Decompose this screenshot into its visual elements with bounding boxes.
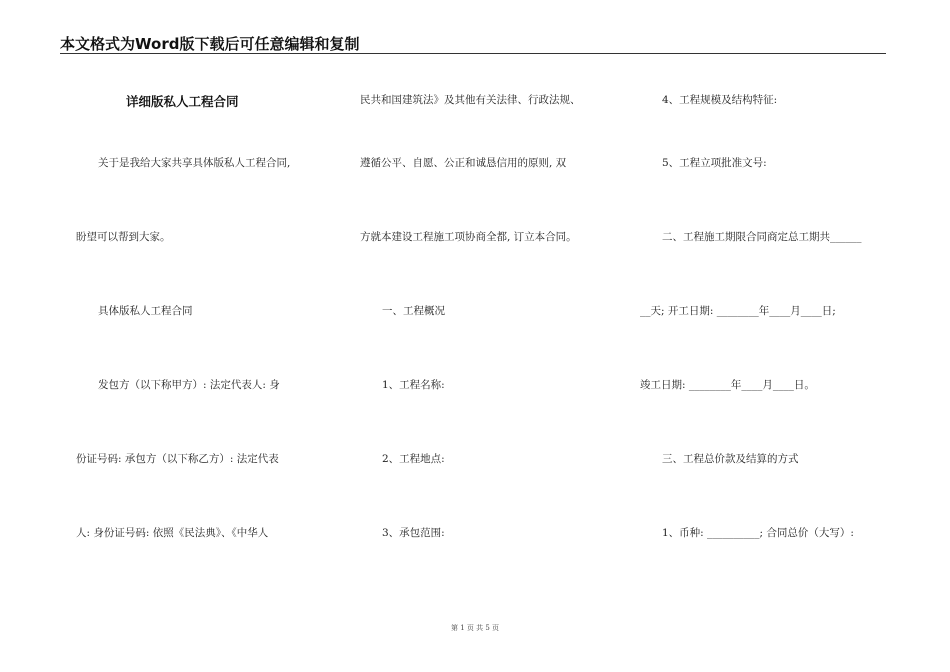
text-line: 2、工程地点:: [382, 453, 445, 465]
text-line: 发包方（以下称甲方）: 法定代表人: 身: [98, 379, 280, 391]
text-line: 方就本建设工程施工项协商全都, 订立本合同。: [360, 231, 577, 243]
text-line: 3、承包范围:: [382, 527, 445, 539]
contract-title: 详细版私人工程合同: [126, 94, 239, 109]
text-line: 5、工程立项批准文号:: [662, 157, 767, 169]
text-line: 民共和国建筑法》及其他有关法律、行政法规、: [360, 94, 581, 106]
text-column-2: [360, 0, 622, 672]
text-line: 1、工程名称:: [382, 379, 445, 391]
text-line: 4、工程规模及结构特征:: [662, 94, 778, 106]
text-column-3: [640, 0, 895, 672]
text-line: 竣工日期: ________年____月____日。: [640, 379, 815, 391]
text-column-1: [76, 0, 336, 672]
text-line: 1、币种: __________; 合同总价（大写）:: [662, 527, 854, 539]
page-number: 第 1 页 共 5 页: [450, 624, 500, 632]
section-heading: 二、工程施工期限合同商定总工期共______: [662, 231, 862, 243]
text-line: __天; 开工日期: ________年____月____日;: [640, 305, 836, 317]
text-line: 具体版私人工程合同: [98, 305, 193, 317]
text-line: 关于是我给大家共享具体版私人工程合同,: [98, 157, 291, 169]
section-heading: 一、工程概况: [382, 305, 445, 317]
document-header-title: 本文格式为Word版下载后可任意编辑和复制: [60, 35, 360, 53]
text-line: 份证号码: 承包方（以下称乙方）: 法定代表: [76, 453, 279, 465]
text-line: 遵循公平、自愿、公正和诚恳信用的原则, 双: [360, 157, 567, 169]
text-line: 人: 身份证号码: 依照《民法典》、《中华人: [76, 527, 269, 539]
text-line: 盼望可以帮到大家。: [76, 231, 171, 243]
section-heading: 三、工程总价款及结算的方式: [662, 453, 799, 465]
